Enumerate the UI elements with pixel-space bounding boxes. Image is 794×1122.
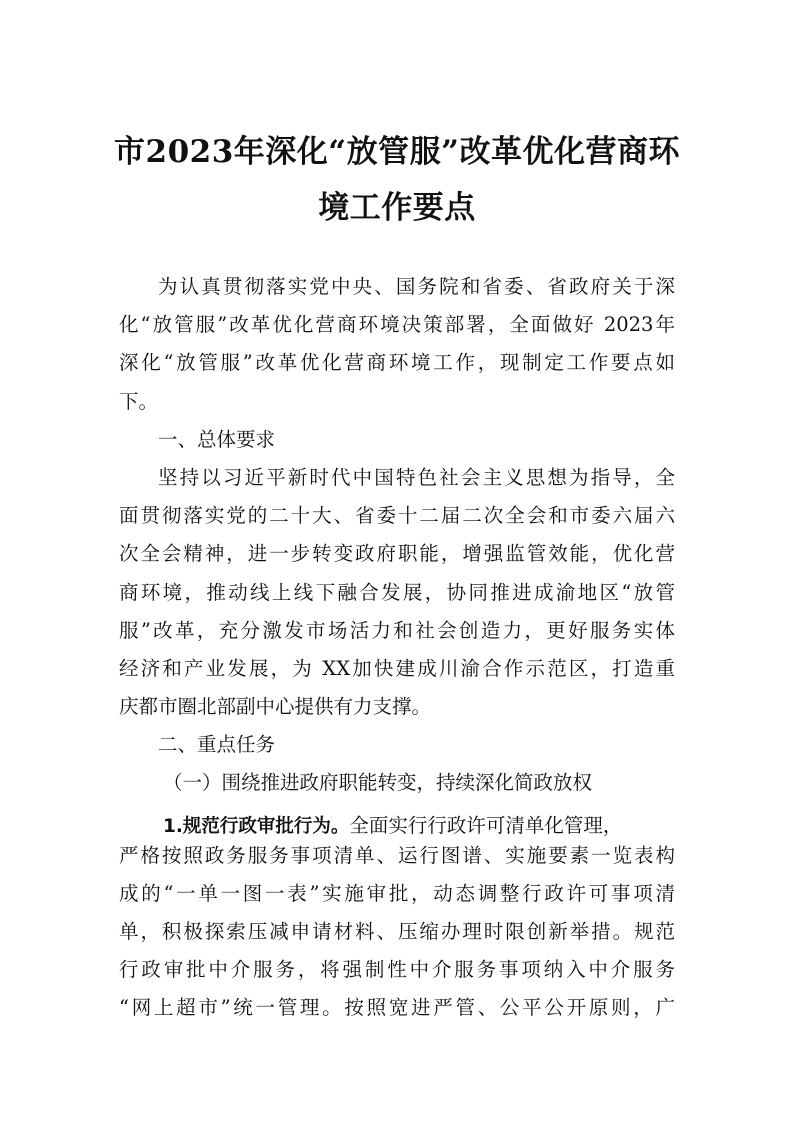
section1-line: 商环境，推动线上线下融合发展，协同推进成渝地区“放管 [119, 580, 675, 604]
section1-line: 坚持以习近平新时代中国特色社会主义思想为指导，全 [158, 465, 675, 489]
section-heading-overall-requirements: 一、总体要求 [158, 427, 276, 451]
section1-line: 面贯彻落实党的二十大、省委十二届二次全会和市委六届六 [119, 504, 675, 528]
document-body [119, 268, 675, 1028]
subsection-heading-1: （一）围绕推进政府职能转变，持续深化简政放权 [163, 771, 593, 795]
task1-line: 单，积极探索压减申请材料、压缩办理时限创新举措。规范 [119, 920, 675, 943]
intro-line: 深化“放管服”改革优化营商环境工作，现制定工作要点如 [119, 351, 675, 375]
intro-line: 化“放管服”改革优化营商环境决策部署，全面做好 2023年 [119, 313, 675, 337]
section1-line: 庆都市圈北部副中心提供有力支撑。 [119, 695, 432, 719]
task1-line: 严格按照政务服务事项清单、运行图谱、实施要素一览表构 [119, 843, 675, 867]
task-1-title: 1.规范行政审批行为。 [163, 815, 350, 837]
intro-line: 为认真贯彻落实党中央、国务院和省委、省政府关于深 [158, 275, 675, 298]
task1-line: 行政审批中介服务，将强制性中介服务事项纳入中介服务 [119, 958, 675, 982]
task1-line: “网上超市”统一管理。按照宽进严管、公平公开原则，广 [119, 996, 675, 1020]
document-title-line-2: 境工作要点 [318, 190, 476, 226]
document-title-line-1: 市2023年深化“放管服”改革优化营商环 [114, 134, 680, 170]
section1-line: 次全会精神，进一步转变政府职能，增强监管效能，优化营 [119, 542, 675, 566]
task-1-first-line [119, 807, 675, 837]
task1-line: 成的“一单一图一表”实施审批，动态调整行政许可事项清 [119, 881, 675, 905]
section1-line: 经济和产业发展，为 XX加快建成川渝合作示范区，打造重 [119, 656, 675, 680]
section1-line: 服”改革，充分激发市场活力和社会创造力，更好服务实体 [119, 618, 675, 642]
section-heading-key-tasks: 二、重点任务 [158, 733, 276, 757]
intro-line: 下。 [119, 389, 159, 413]
task-1-first-text: 全面实行行政许可清单化管理， [349, 813, 623, 837]
